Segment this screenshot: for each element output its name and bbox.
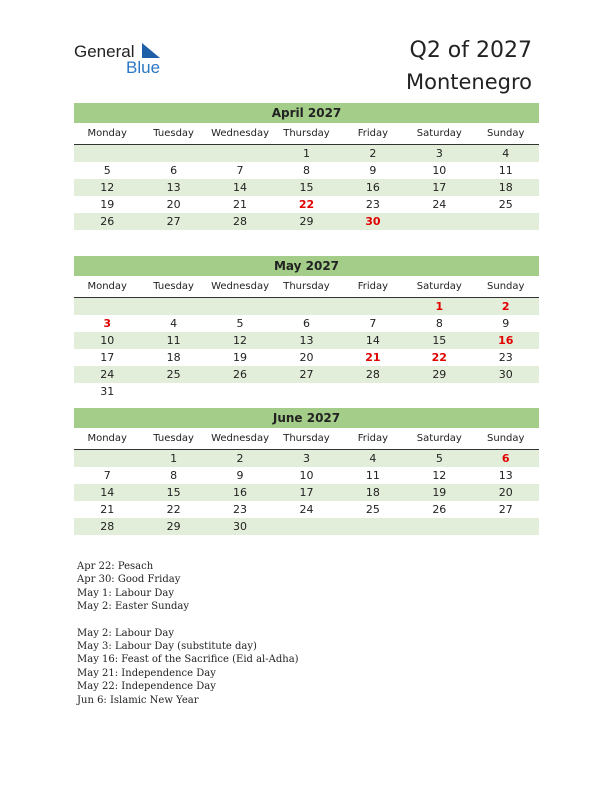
holiday-note: Apr 22: Pesach (77, 561, 154, 572)
day-cell: 29 (166, 520, 181, 533)
day-cell: 20 (498, 486, 513, 499)
day-cell: 23 (233, 503, 248, 516)
weekday-header (74, 280, 539, 298)
day-cell: 25 (498, 198, 513, 211)
day-cell: 3 (103, 317, 112, 330)
weekday-label: Monday (87, 433, 127, 444)
month-grid (74, 145, 539, 230)
week-row (74, 450, 539, 467)
week-row (74, 145, 539, 162)
day-cell: 30 (233, 520, 248, 533)
weekday-label: Tuesday (153, 433, 194, 444)
day-cell: 5 (103, 164, 111, 177)
day-cell: 2 (236, 452, 244, 465)
month-grid (74, 450, 539, 535)
day-cell: 31 (100, 385, 115, 398)
holiday-note: May 2: Easter Sunday (77, 601, 189, 613)
week-row (74, 213, 539, 230)
day-cell: 14 (233, 181, 248, 194)
holiday-notes (77, 560, 299, 720)
day-cell: 17 (432, 181, 447, 194)
day-cell (406, 213, 472, 230)
day-cell: 25 (166, 368, 181, 381)
day-cell: 27 (299, 368, 314, 381)
week-row (74, 518, 539, 535)
day-cell: 19 (100, 198, 115, 211)
day-cell (340, 518, 406, 535)
holiday-note-group (77, 627, 299, 707)
day-cell: 11 (498, 164, 513, 177)
day-cell: 10 (299, 469, 314, 482)
holiday-note: May 22: Independence Day (77, 681, 216, 693)
month-title: June 2027 (74, 408, 539, 428)
weekday-label: Tuesday (153, 281, 194, 292)
day-cell: 28 (365, 368, 380, 381)
day-cell: 15 (432, 334, 447, 347)
day-cell: 7 (369, 317, 377, 330)
weekday-label: Wednesday (211, 281, 269, 292)
week-row (74, 332, 539, 349)
day-cell (340, 298, 406, 315)
day-cell: 24 (299, 503, 314, 516)
week-row (74, 467, 539, 484)
day-cell: 1 (170, 452, 178, 465)
weekday-label: Sunday (487, 128, 525, 139)
weekday-label: Monday (87, 281, 127, 292)
month-june (74, 408, 539, 535)
day-cell: 1 (435, 300, 444, 313)
day-cell: 14 (100, 486, 115, 499)
weekday-label: Wednesday (211, 433, 269, 444)
day-cell (273, 518, 339, 535)
day-cell: 21 (233, 198, 248, 211)
weekday-label: Friday (357, 128, 389, 139)
weekday-header (74, 432, 539, 450)
day-cell (207, 298, 273, 315)
day-cell: 10 (100, 334, 115, 347)
month-title: April 2027 (74, 103, 539, 123)
day-cell: 20 (299, 351, 314, 364)
weekday-label: Saturday (416, 128, 462, 139)
week-row (74, 366, 539, 383)
day-cell: 6 (170, 164, 178, 177)
day-cell: 29 (432, 368, 447, 381)
weekday-label: Thursday (283, 281, 330, 292)
day-cell: 5 (236, 317, 244, 330)
day-cell: 9 (369, 164, 377, 177)
day-cell: 11 (365, 469, 380, 482)
weekday-label: Wednesday (211, 128, 269, 139)
day-cell: 8 (170, 469, 178, 482)
month-title: May 2027 (74, 256, 539, 276)
week-row (74, 383, 539, 400)
weekday-label: Thursday (283, 128, 330, 139)
logo-text-general: General (74, 42, 135, 61)
weekday-label: Sunday (487, 433, 525, 444)
day-cell: 23 (365, 198, 380, 211)
holiday-note: Jun 6: Islamic New Year (77, 694, 199, 706)
weekday-label: Thursday (283, 433, 330, 444)
day-cell: 12 (100, 181, 115, 194)
holiday-note: Apr 30: Good Friday (77, 574, 181, 586)
day-cell: 18 (498, 181, 513, 194)
day-cell: 19 (233, 351, 248, 364)
weekday-label: Friday (357, 433, 389, 444)
day-cell: 14 (365, 334, 380, 347)
day-cell (473, 383, 539, 400)
day-cell: 8 (302, 164, 310, 177)
day-cell (207, 383, 273, 400)
day-cell: 3 (435, 147, 443, 160)
month-grid (74, 298, 539, 400)
holiday-note: May 1: Labour Day (77, 587, 174, 599)
day-cell: 12 (233, 334, 248, 347)
week-row (74, 501, 539, 518)
day-cell: 30 (365, 215, 381, 228)
day-cell: 17 (100, 351, 115, 364)
day-cell: 6 (501, 452, 510, 465)
day-cell: 15 (166, 486, 181, 499)
day-cell: 4 (369, 452, 377, 465)
day-cell: 16 (233, 486, 248, 499)
day-cell: 16 (498, 334, 514, 347)
day-cell: 26 (432, 503, 447, 516)
day-cell (74, 145, 140, 162)
weekday-label: Saturday (416, 433, 462, 444)
day-cell: 26 (100, 215, 115, 228)
day-cell: 13 (498, 469, 513, 482)
weekday-label: Tuesday (153, 128, 194, 139)
holiday-note: May 2: Labour Day (77, 627, 174, 639)
weekday-label: Monday (87, 128, 127, 139)
day-cell: 10 (432, 164, 447, 177)
holiday-note: May 21: Independence Day (77, 667, 216, 679)
day-cell: 24 (100, 368, 115, 381)
week-row (74, 196, 539, 213)
day-cell: 7 (236, 164, 244, 177)
day-cell: 21 (365, 351, 381, 364)
day-cell: 19 (432, 486, 447, 499)
day-cell (140, 383, 206, 400)
day-cell (273, 383, 339, 400)
logo-flag-icon (140, 43, 162, 59)
day-cell: 2 (501, 300, 510, 313)
day-cell: 24 (432, 198, 447, 211)
day-cell (207, 145, 273, 162)
day-cell (473, 213, 539, 230)
week-row (74, 298, 539, 315)
month-april (74, 103, 539, 230)
day-cell (473, 518, 539, 535)
day-cell: 9 (236, 469, 244, 482)
day-cell: 12 (432, 469, 447, 482)
day-cell (340, 383, 406, 400)
week-row (74, 349, 539, 366)
holiday-note: May 16: Feast of the Sacrifice (Eid al-Adha) (77, 654, 299, 666)
day-cell: 13 (299, 334, 314, 347)
day-cell: 20 (166, 198, 181, 211)
day-cell: 11 (166, 334, 181, 347)
day-cell: 22 (298, 198, 315, 211)
week-row (74, 315, 539, 332)
day-cell: 5 (435, 452, 443, 465)
country-name: Montenegro (405, 70, 532, 94)
weekday-label: Sunday (487, 281, 525, 292)
holiday-note: May 3: Labour Day (substitute day) (77, 641, 257, 653)
day-cell (140, 145, 206, 162)
day-cell: 3 (302, 452, 310, 465)
month-may (74, 256, 539, 400)
week-row (74, 162, 539, 179)
day-cell: 30 (498, 368, 513, 381)
day-cell: 17 (299, 486, 314, 499)
day-cell: 18 (365, 486, 380, 499)
day-cell: 7 (103, 469, 111, 482)
day-cell (406, 518, 472, 535)
day-cell: 1 (302, 147, 310, 160)
day-cell (74, 450, 140, 467)
day-cell (74, 298, 140, 315)
day-cell: 8 (435, 317, 443, 330)
day-cell: 4 (170, 317, 178, 330)
day-cell (140, 298, 206, 315)
logo-text-blue: Blue (126, 58, 161, 77)
day-cell: 15 (299, 181, 314, 194)
day-cell: 22 (431, 351, 447, 364)
day-cell: 2 (369, 147, 377, 160)
day-cell (273, 298, 339, 315)
day-cell: 4 (502, 147, 510, 160)
weekday-label: Saturday (416, 281, 462, 292)
day-cell: 13 (166, 181, 181, 194)
day-cell: 27 (166, 215, 181, 228)
day-cell: 6 (302, 317, 310, 330)
day-cell: 9 (502, 317, 510, 330)
day-cell: 23 (498, 351, 513, 364)
day-cell: 28 (100, 520, 115, 533)
day-cell (406, 383, 472, 400)
day-cell: 22 (166, 503, 181, 516)
page-title: Q2 of 2027 (409, 38, 532, 63)
day-cell: 18 (166, 351, 181, 364)
day-cell: 25 (365, 503, 380, 516)
day-cell: 28 (233, 215, 248, 228)
day-cell: 29 (299, 215, 314, 228)
holiday-note-group (77, 560, 299, 614)
week-row (74, 484, 539, 501)
weekday-header (74, 127, 539, 145)
day-cell: 26 (233, 368, 248, 381)
day-cell: 16 (365, 181, 380, 194)
generalblue-logo (74, 42, 174, 82)
day-cell: 27 (498, 503, 513, 516)
week-row (74, 179, 539, 196)
weekday-label: Friday (357, 281, 389, 292)
day-cell: 21 (100, 503, 115, 516)
